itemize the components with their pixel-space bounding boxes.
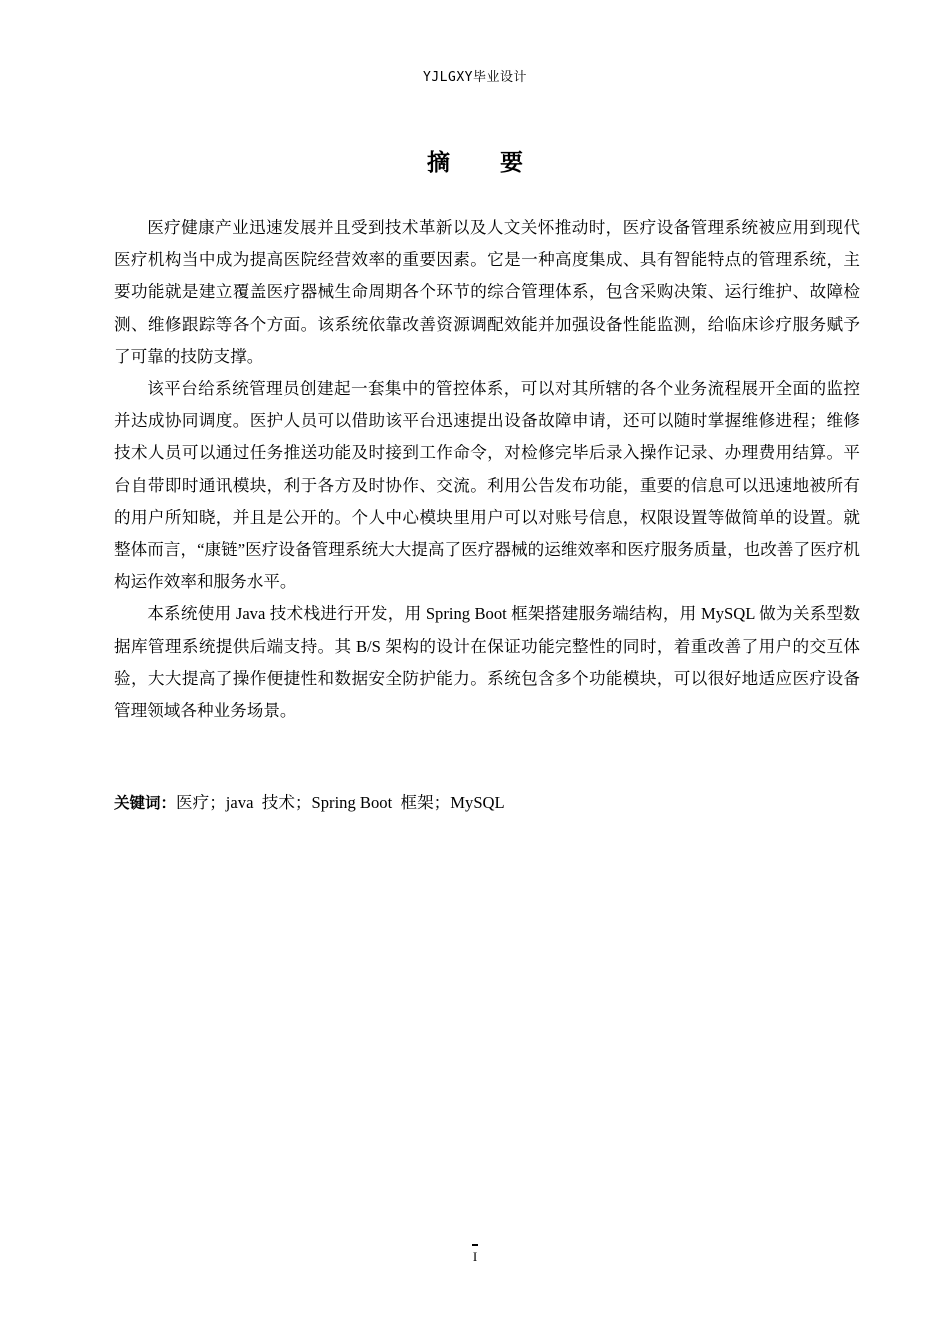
keywords-text: 医疗；java 技术；Spring Boot 框架；MySQL	[176, 793, 505, 812]
abstract-paragraph-1: 医疗健康产业迅速发展并且受到技术革新以及人文关怀推动时，医疗设备管理系统被应用到现代医疗机构当中成为提高医院经营效率的重要因素。它是一种高度集成、具有智能特点的管理系统，主要功能就是建立覆盖医疗器械生命周期各个环节的综合管理体系，包含采购决策、运行维护、故障检测、维修跟踪等各个方面。该系统依靠改善资源调配效能并加强设备性能监测，给临床诊疗服务赋予了可靠的技防支撑。	[114, 218, 860, 366]
running-header: YJLGXY毕业设计	[423, 70, 527, 85]
title-char-2: 要	[500, 150, 523, 176]
abstract-body	[114, 212, 860, 727]
abstract-paragraph-3: 本系统使用 Java 技术栈进行开发，用 Spring Boot 框架搭建服务端结构，用 MySQL 做为关系型数据库管理系统提供后端支持。其 B/S 架构的设计在保证功能完整性的同时，着重改善了用户的交互体验，大大提高了操作便捷性和数据安全防护能力。系统包含多个功能模块，可以很好地适应医疗设备管理领域各种业务场景。	[114, 604, 860, 721]
keywords-line	[114, 790, 860, 816]
page-number-label: I	[472, 1249, 478, 1264]
page-title	[0, 146, 950, 180]
page-number	[0, 1236, 950, 1266]
title-char-1: 摘	[427, 150, 450, 176]
keywords-label: 关键词：	[114, 794, 177, 812]
page-number-dash	[472, 1244, 478, 1246]
abstract-paragraph-2: 该平台给系统管理员创建起一套集中的管控体系，可以对其所辖的各个业务流程展开全面的监控并达成协同调度。医护人员可以借助该平台迅速提出设备故障申请，还可以随时掌握维修进程；维修技术人员可以通过任务推送功能及时接到工作命令，对检修完毕后录入操作记录、办理费用结算。平台自带即时通讯模块，利于各方及时协作、交流。利用公告发布功能，重要的信息可以迅速地被所有的用户所知晓，并且是公开的。个人中心模块里用户可以对账号信息，权限设置等做简单的设置。就整体而言，“康链”医疗设备管理系统大大提高了医疗器械的运维效率和医疗服务质量，也改善了医疗机构运作效率和服务水平。	[114, 379, 860, 592]
